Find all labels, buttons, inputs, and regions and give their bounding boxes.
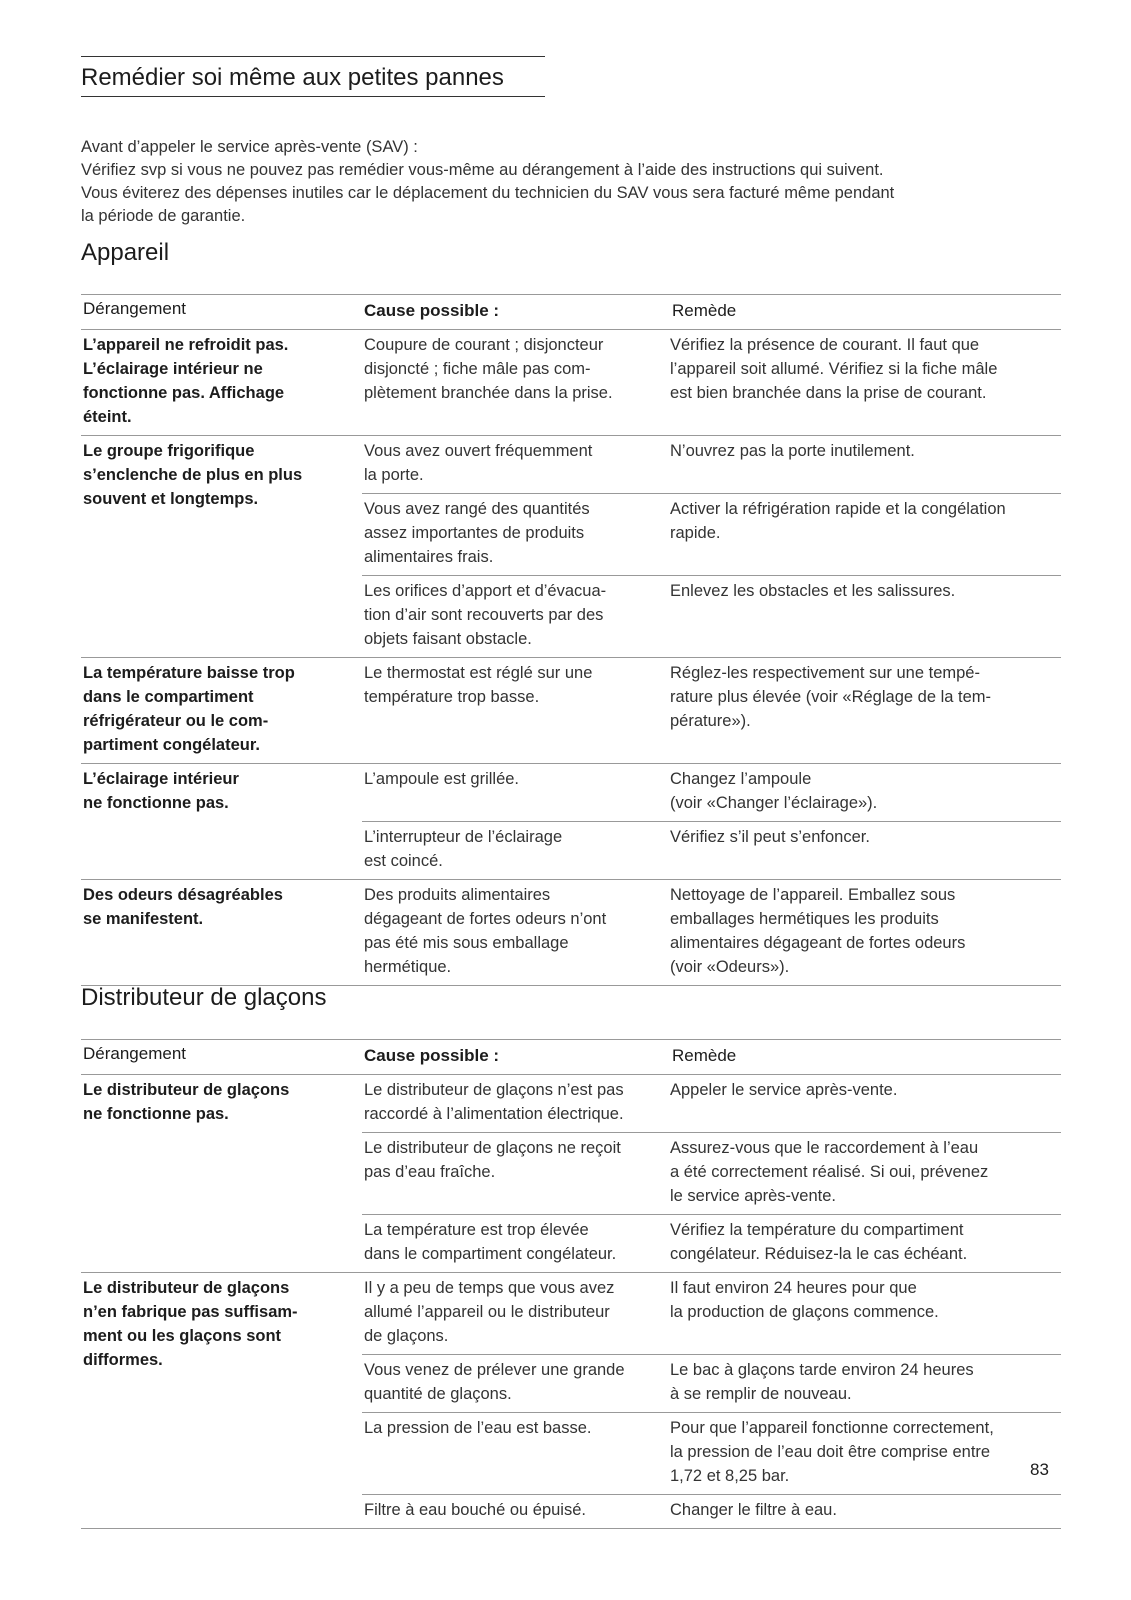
cause-remedy-rows: [362, 330, 1061, 435]
text-line: 1,72 et 8,25 bar.: [670, 1467, 790, 1485]
text-line: Il y a peu de temps que vous avez: [364, 1279, 615, 1297]
cause-cell: [362, 1413, 670, 1494]
cause-remedy-rows: [362, 658, 1061, 763]
text-line: Il faut environ 24 heures pour que: [670, 1279, 917, 1297]
table-row: [362, 880, 1061, 985]
cause-cell: [362, 436, 670, 493]
section-heading-glacons: Distributeur de glaçons: [81, 984, 327, 1011]
problem-cell: [81, 1273, 362, 1528]
text-line: est coincé.: [364, 852, 443, 870]
text-line: Assurez-vous que le raccordement à l’eau: [670, 1139, 979, 1157]
text-line: alimentaires frais.: [364, 548, 494, 566]
table-row-group: [81, 1075, 1061, 1273]
remedy-cell: [670, 1075, 1061, 1132]
text-line: pérature»).: [670, 712, 751, 730]
problem-cell: [81, 764, 362, 879]
problem-cell: [81, 436, 362, 657]
cause-cell: [362, 880, 670, 985]
text-line: Vous avez rangé des quantités: [364, 500, 590, 518]
cause-cell: [362, 822, 670, 879]
table-row: [362, 1214, 1061, 1272]
text-line: La pression de l’eau est basse.: [364, 1419, 592, 1437]
cause-cell: [362, 1215, 670, 1272]
text-line: Coupure de courant ; disjoncteur: [364, 336, 604, 354]
intro-text: [81, 136, 1061, 228]
text-line: a été correctement réalisé. Si oui, prévenez: [670, 1163, 989, 1181]
page-title: Remédier soi même aux petites pannes: [81, 56, 545, 97]
problem-cell: [81, 1075, 362, 1272]
text-line: hermétique.: [364, 958, 452, 976]
text-line: Le distributeur de glaçons: [83, 1279, 290, 1297]
remedy-cell: [670, 1133, 1061, 1214]
column-header-problem: Dérangement: [83, 1044, 187, 1063]
remedy-cell: [670, 880, 1061, 985]
text-line: L’appareil ne refroidit pas.: [83, 336, 289, 354]
intro-line: Vous éviterez des dépenses inutiles car le déplacement du technicien du SAV vous sera facturé même pendant: [81, 184, 895, 202]
text-line: ne fonctionne pas.: [83, 794, 229, 812]
text-line: Le distributeur de glaçons ne reçoit: [364, 1139, 621, 1157]
section-heading-appareil: Appareil: [81, 239, 170, 266]
problem-cell: [81, 880, 362, 985]
text-line: Des produits alimentaires: [364, 886, 551, 904]
text-line: La température est trop élevée: [364, 1221, 589, 1239]
remedy-cell: [670, 1413, 1061, 1494]
cause-cell: [362, 764, 670, 821]
text-line: Changer le filtre à eau.: [670, 1501, 837, 1519]
text-line: se manifestent.: [83, 910, 204, 928]
text-line: la production de glaçons commence.: [670, 1303, 939, 1321]
table-row: [362, 821, 1061, 879]
text-line: tion d’air sont recouverts par des: [364, 606, 604, 624]
table-header: [81, 1040, 1061, 1075]
text-line: allumé l’appareil ou le distributeur: [364, 1303, 610, 1321]
text-line: la porte.: [364, 466, 424, 484]
table-row: [362, 575, 1061, 657]
text-line: Vérifiez s’il peut s’enfoncer.: [670, 828, 870, 846]
cause-cell: [362, 494, 670, 575]
text-line: Les orifices d’apport et d’évacua-: [364, 582, 607, 600]
column-header-remedy: Remède: [672, 301, 737, 320]
text-line: L’éclairage intérieur: [83, 770, 239, 788]
table-row: [362, 330, 1061, 411]
text-line: s’enclenche de plus en plus: [83, 466, 303, 484]
text-line: (voir «Odeurs»).: [670, 958, 790, 976]
text-line: difformes.: [83, 1351, 163, 1369]
text-line: alimentaires dégageant de fortes odeurs: [670, 934, 966, 952]
text-line: fonctionne pas. Affichage: [83, 384, 285, 402]
remedy-cell: [670, 494, 1061, 575]
troubleshooting-table-appareil: [81, 294, 1061, 986]
column-header-remedy: Remède: [672, 1046, 737, 1065]
remedy-cell: [670, 764, 1061, 821]
text-line: est bien branchée dans la prise de courant.: [670, 384, 987, 402]
page-number: 83: [1030, 1460, 1049, 1479]
text-line: Réglez-les respectivement sur une tempé-: [670, 664, 980, 682]
text-line: Vérifiez la présence de courant. Il faut que: [670, 336, 980, 354]
text-line: rature plus élevée (voir «Réglage de la tem-: [670, 688, 992, 706]
remedy-cell: [670, 1495, 1061, 1528]
column-header-cause: Cause possible :: [364, 301, 500, 320]
table-header: [81, 295, 1061, 330]
remedy-cell: [670, 576, 1061, 657]
text-line: pas été mis sous emballage: [364, 934, 569, 952]
text-line: de glaçons.: [364, 1327, 449, 1345]
remedy-cell: [670, 822, 1061, 879]
text-line: L’interrupteur de l’éclairage: [364, 828, 563, 846]
text-line: emballages hermétiques les produits: [670, 910, 939, 928]
text-line: quantité de glaçons.: [364, 1385, 512, 1403]
text-line: Nettoyage de l’appareil. Emballez sous: [670, 886, 956, 904]
text-line: Filtre à eau bouché ou épuisé.: [364, 1501, 586, 1519]
table-row: [362, 1132, 1061, 1214]
text-line: partiment congélateur.: [83, 736, 260, 754]
column-header-cause: Cause possible :: [364, 1046, 500, 1065]
cause-remedy-rows: [362, 436, 1061, 657]
remedy-cell: [670, 658, 1061, 739]
text-line: dans le compartiment congélateur.: [364, 1245, 617, 1263]
problem-cell: [81, 658, 362, 763]
table-row-group: [81, 764, 1061, 880]
table-row: [362, 1075, 1061, 1132]
remedy-cell: [670, 330, 1061, 411]
intro-line: Vérifiez svp si vous ne pouvez pas remédier vous-même au dérangement à l’aide des instructions qui suivent.: [81, 161, 884, 179]
text-line: Vous venez de prélever une grande: [364, 1361, 625, 1379]
text-line: l’appareil soit allumé. Vérifiez si la fiche mâle: [670, 360, 998, 378]
table-row: [362, 1494, 1061, 1528]
table-row: [362, 1354, 1061, 1412]
text-line: la pression de l’eau doit être comprise entre: [670, 1443, 991, 1461]
table-row-group: [81, 330, 1061, 436]
cause-remedy-rows: [362, 880, 1061, 985]
text-line: le service après-vente.: [670, 1187, 836, 1205]
table-row: [362, 1273, 1061, 1354]
table-row-group: [81, 436, 1061, 658]
text-line: souvent et longtemps.: [83, 490, 259, 508]
table-row-group: [81, 658, 1061, 764]
text-line: Le thermostat est réglé sur une: [364, 664, 593, 682]
text-line: (voir «Changer l’éclairage»).: [670, 794, 878, 812]
text-line: n’en fabrique pas suffisam-: [83, 1303, 298, 1321]
cause-cell: [362, 1355, 670, 1412]
text-line: Vérifiez la température du compartiment: [670, 1221, 964, 1239]
text-line: Le groupe frigorifique: [83, 442, 255, 460]
table-row: [362, 1412, 1061, 1494]
cause-cell: [362, 658, 670, 739]
troubleshooting-table-glacons: [81, 1039, 1061, 1529]
text-line: température trop basse.: [364, 688, 540, 706]
text-line: réfrigérateur ou le com-: [83, 712, 269, 730]
text-line: plètement branchée dans la prise.: [364, 384, 613, 402]
table-row-group: [81, 880, 1061, 986]
text-line: ment ou les glaçons sont: [83, 1327, 282, 1345]
text-line: pas d’eau fraîche.: [364, 1163, 496, 1181]
text-line: objets faisant obstacle.: [364, 630, 532, 648]
text-line: assez importantes de produits: [364, 524, 585, 542]
text-line: dans le compartiment: [83, 688, 254, 706]
intro-line: Avant d’appeler le service après-vente (SAV) :: [81, 138, 418, 156]
column-header-problem: Dérangement: [83, 299, 187, 318]
cause-cell: [362, 576, 670, 657]
text-line: Des odeurs désagréables: [83, 886, 283, 904]
text-line: Changez l’ampoule: [670, 770, 812, 788]
text-line: raccordé à l’alimentation électrique.: [364, 1105, 624, 1123]
intro-line: la période de garantie.: [81, 207, 246, 225]
remedy-cell: [670, 1215, 1061, 1272]
text-line: Le distributeur de glaçons: [83, 1081, 290, 1099]
cause-cell: [362, 330, 670, 411]
text-line: L’ampoule est grillée.: [364, 770, 520, 788]
text-line: dégageant de fortes odeurs n’ont: [364, 910, 607, 928]
remedy-cell: [670, 436, 1061, 493]
cause-remedy-rows: [362, 764, 1061, 879]
text-line: éteint.: [83, 408, 132, 426]
text-line: Pour que l’appareil fonctionne correctement,: [670, 1419, 994, 1437]
text-line: congélateur. Réduisez-la le cas échéant.: [670, 1245, 968, 1263]
text-line: Le bac à glaçons tarde environ 24 heures: [670, 1361, 974, 1379]
table-row: [362, 436, 1061, 493]
text-line: Le distributeur de glaçons n’est pas: [364, 1081, 624, 1099]
cause-remedy-rows: [362, 1075, 1061, 1272]
cause-remedy-rows: [362, 1273, 1061, 1528]
text-line: N’ouvrez pas la porte inutilement.: [670, 442, 915, 460]
remedy-cell: [670, 1355, 1061, 1412]
cause-cell: [362, 1075, 670, 1132]
text-line: à se remplir de nouveau.: [670, 1385, 852, 1403]
text-line: Vous avez ouvert fréquemment: [364, 442, 593, 460]
text-line: Appeler le service après-vente.: [670, 1081, 898, 1099]
text-line: rapide.: [670, 524, 721, 542]
cause-cell: [362, 1495, 670, 1528]
text-line: disjoncté ; fiche mâle pas com-: [364, 360, 591, 378]
cause-cell: [362, 1133, 670, 1214]
text-line: Activer la réfrigération rapide et la congélation: [670, 500, 1006, 518]
problem-cell: [81, 330, 362, 435]
table-row: [362, 658, 1061, 739]
text-line: La température baisse trop: [83, 664, 295, 682]
text-line: Enlevez les obstacles et les salissures.: [670, 582, 956, 600]
text-line: L’éclairage intérieur ne: [83, 360, 263, 378]
text-line: ne fonctionne pas.: [83, 1105, 229, 1123]
table-row-group: [81, 1273, 1061, 1529]
table-row: [362, 764, 1061, 821]
cause-cell: [362, 1273, 670, 1354]
table-row: [362, 493, 1061, 575]
remedy-cell: [670, 1273, 1061, 1354]
